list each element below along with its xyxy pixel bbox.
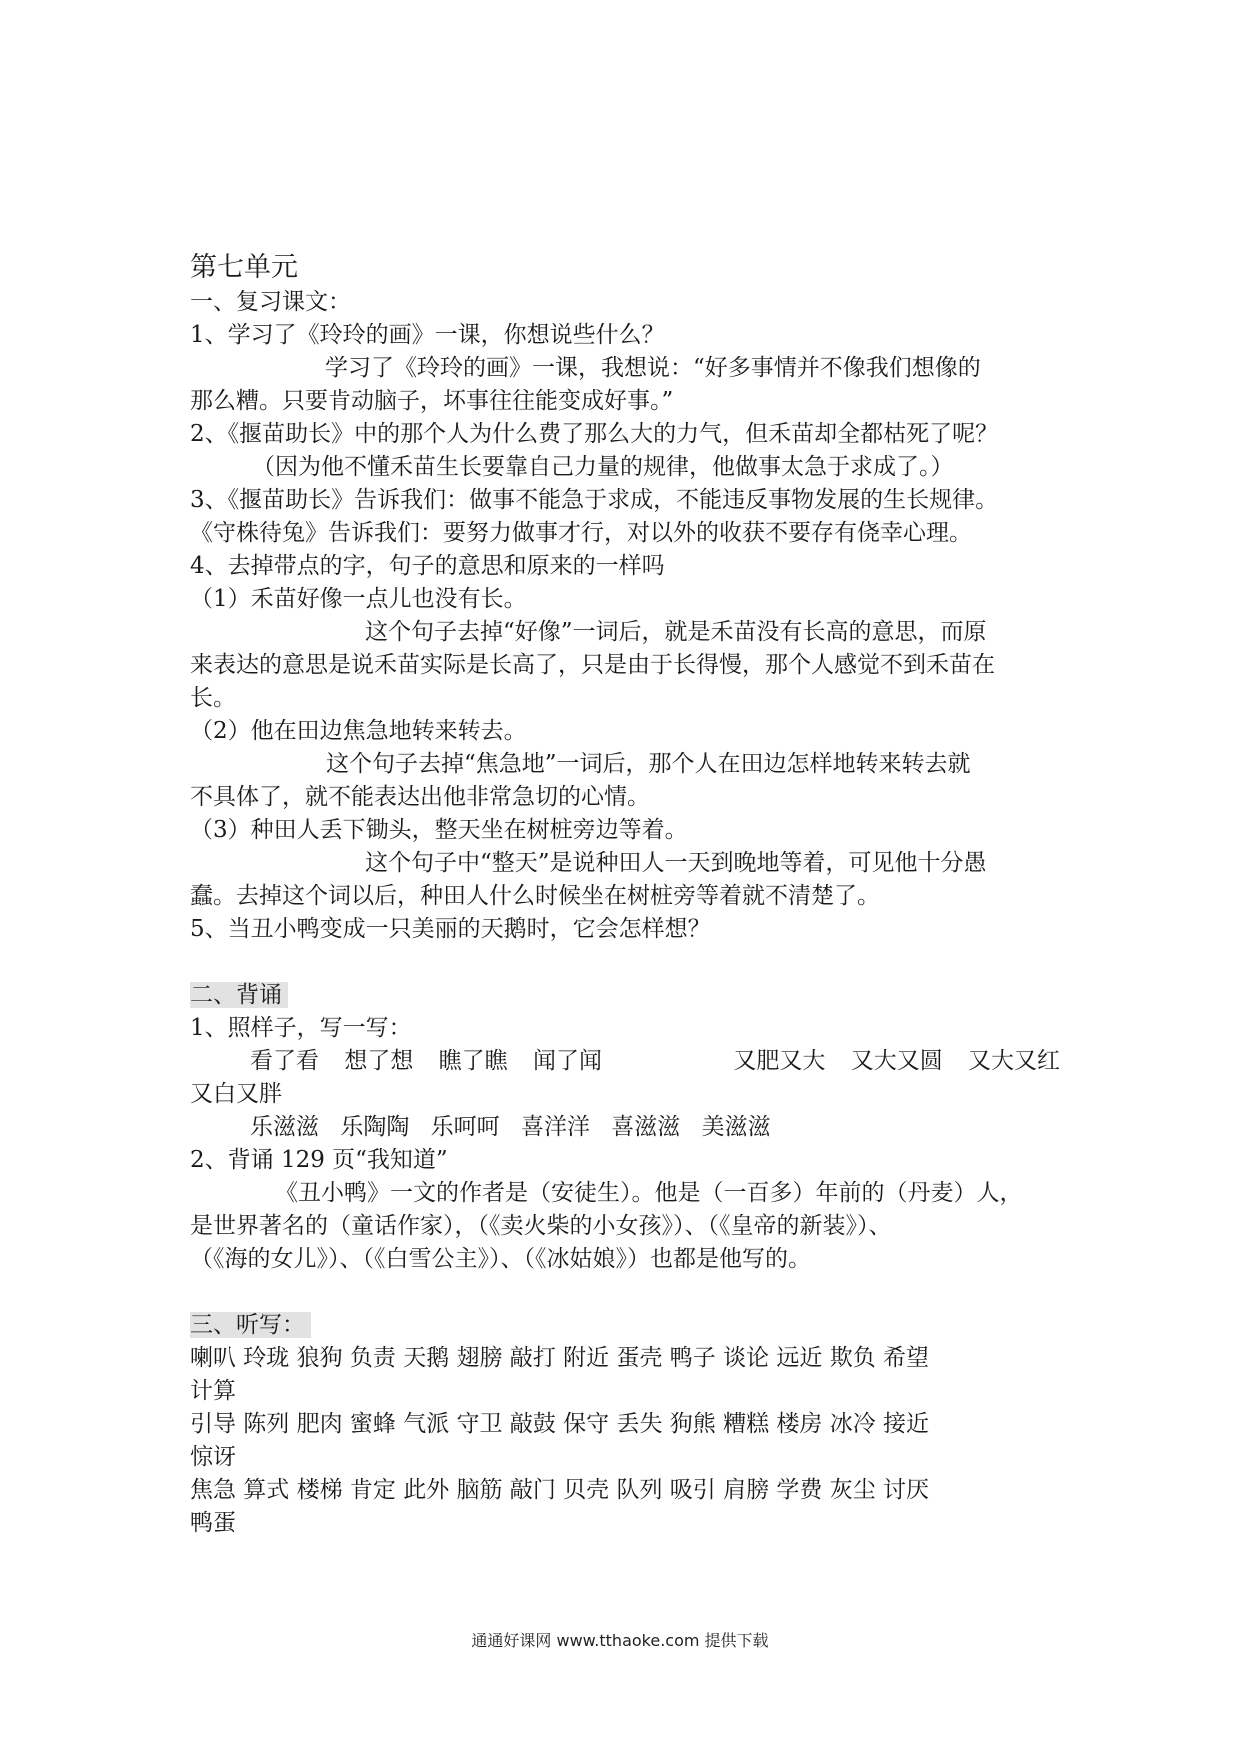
spacer bbox=[190, 1276, 1060, 1309]
sentence-2-answer-line1: 这个句子去掉“焦急地”一词后，那个人在田边怎样地转来转去就 bbox=[326, 751, 971, 777]
pattern-word: 乐滋滋 bbox=[250, 1114, 319, 1140]
question-3-line2: 《守株待兔》告诉我们：要努力做事才行，对以外的收获不要存有侥幸心理。 bbox=[190, 520, 972, 546]
answer-2: （因为他不懂禾苗生长要靠自己力量的规律，他做事太急于求成了。） bbox=[252, 454, 954, 480]
pattern-word: 闻了闻 bbox=[532, 1048, 602, 1074]
answer-1-line1: 学习了《玲玲的画》一课，我想说：“好多事情并不像我们想像的 bbox=[325, 355, 981, 381]
pattern-word: 喜洋洋 bbox=[520, 1114, 590, 1140]
question-1: 1、学习了《玲玲的画》一课，你想说些什么？ bbox=[190, 322, 665, 348]
sentence-1-answer-line2: 来表达的意思是说禾苗实际是长高了，只是由于长得慢，那个人感觉不到禾苗在 bbox=[190, 652, 995, 678]
question-5: 5、当丑小鸭变成一只美丽的天鹅时，它会怎样想？ bbox=[190, 916, 711, 942]
section2-title: 二、背诵 bbox=[190, 982, 288, 1008]
sentence-2-answer-line2: 不具体了，就不能表达出他非常急切的心情。 bbox=[190, 784, 650, 810]
section3-title: 三、听写： bbox=[190, 1312, 311, 1338]
sentence-3: （3）种田人丢下锄头，整天坐在树桩旁边等着。 bbox=[190, 817, 688, 843]
dictation-line2-cont: 惊讶 bbox=[190, 1444, 236, 1470]
answer-1-line2: 那么糟。只要肯动脑子，坏事往往能变成好事。” bbox=[190, 388, 674, 414]
sentence-1: （1）禾苗好像一点儿也没有长。 bbox=[190, 586, 527, 612]
pattern-word: 又大又圆 bbox=[850, 1048, 943, 1074]
pattern-word: 看了看 bbox=[250, 1048, 319, 1074]
pattern-row-2 bbox=[190, 1111, 1060, 1144]
section2-item1: 1、照样子，写一写： bbox=[190, 1015, 412, 1041]
sentence-3-answer-line1: 这个句子中“整天”是说种田人一天到晚地等着，可见他十分愚 bbox=[365, 850, 987, 876]
page-footer: 通通好课网 www.tthaoke.com 提供下载 bbox=[471, 1631, 769, 1650]
dictation-line3: 焦急 算式 楼梯 肯定 此外 脑筋 敲门 贝壳 队列 吸引 肩膀 学费 灰尘 讨厌 bbox=[190, 1477, 930, 1503]
pattern-word: 乐呵呵 bbox=[430, 1114, 500, 1140]
pattern-word: 又大又红 bbox=[968, 1048, 1060, 1074]
sentence-1-answer-line3: 长。 bbox=[190, 685, 236, 711]
dictation-line1: 喇叭 玲珑 狼狗 负责 天鹅 翅膀 敲打 附近 蛋壳 鸭子 谈论 远近 欺负 希望 bbox=[190, 1345, 930, 1371]
section1-title: 一、复习课文： bbox=[190, 289, 351, 315]
document-body bbox=[190, 250, 1060, 1540]
pattern-row-1 bbox=[190, 1045, 1060, 1078]
pattern-word: 瞧了瞧 bbox=[438, 1048, 508, 1074]
sentence-1-answer-line1: 这个句子去掉“好像”一词后，就是禾苗没有长高的意思，而原 bbox=[365, 619, 987, 645]
recite-para-line2: 是世界著名的（童话作家），（《卖火柴的小女孩》）、（《皇帝的新装》）、 bbox=[190, 1213, 892, 1239]
spacer bbox=[190, 946, 1060, 979]
dictation-line3-cont: 鸭蛋 bbox=[190, 1510, 236, 1536]
recite-para-line3: （《海的女儿》）、（《白雪公主》）、（《冰姑娘》）也都是他写的。 bbox=[190, 1246, 811, 1272]
question-4: 4、去掉带点的字，句子的意思和原来的一样吗 bbox=[190, 553, 665, 579]
pattern-word: 喜滋滋 bbox=[611, 1114, 681, 1140]
section2-item2: 2、背诵 129 页“我知道” bbox=[190, 1147, 448, 1173]
sentence-3-answer-line2: 蠢。去掉这个词以后，种田人什么时候坐在树桩旁等着就不清楚了。 bbox=[190, 883, 880, 909]
pattern-word: 想了想 bbox=[344, 1048, 414, 1074]
question-3-line1: 3、《揠苗助长》告诉我们：做事不能急于求成，不能违反事物发展的生长规律。 bbox=[190, 487, 999, 513]
question-2: 2、《揠苗助长》中的那个人为什么费了那么大的力气，但禾苗却全都枯死了呢？ bbox=[190, 421, 999, 447]
pattern-word: 又肥又大 bbox=[733, 1048, 826, 1074]
dictation-line1-cont: 计算 bbox=[190, 1378, 236, 1404]
pattern-row-1-cont: 又白又胖 bbox=[190, 1081, 282, 1107]
pattern-word: 乐陶陶 bbox=[340, 1114, 410, 1140]
dictation-line2: 引导 陈列 肥肉 蜜蜂 气派 守卫 敲鼓 保守 丢失 狗熊 糟糕 楼房 冰冷 接近 bbox=[190, 1411, 930, 1437]
pattern-word: 美滋滋 bbox=[701, 1114, 771, 1140]
unit-heading: 第七单元 bbox=[190, 252, 298, 283]
sentence-2: （2）他在田边焦急地转来转去。 bbox=[190, 718, 527, 744]
recite-para-line1: 《丑小鸭》一文的作者是（安徒生）。他是（一百多）年前的（丹麦）人， bbox=[275, 1180, 1023, 1206]
